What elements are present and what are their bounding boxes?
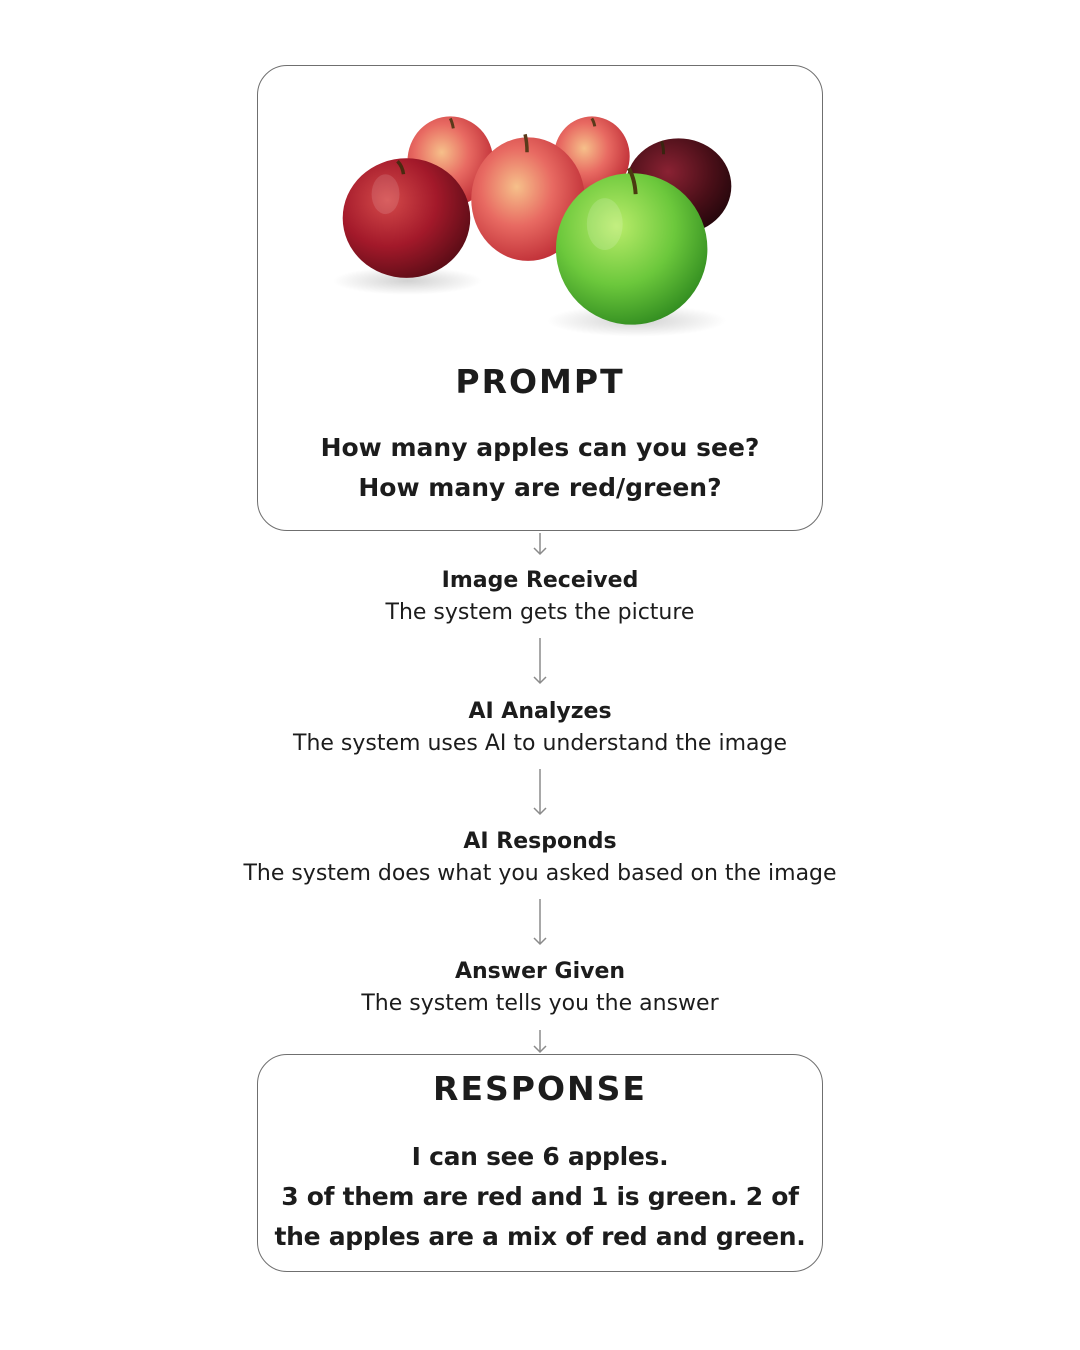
step-ai-analyzes (0, 697, 1080, 761)
response-text (264, 1137, 816, 1257)
response-line: 3 of them are red and 1 is green. 2 of (281, 1182, 799, 1211)
arrow-down-icon (530, 899, 550, 947)
apple-front-red (343, 158, 471, 278)
arrow-down-icon (530, 533, 550, 557)
arrow-down-icon (530, 638, 550, 686)
response-card (257, 1054, 823, 1272)
response-line: the apples are a mix of red and green. (274, 1222, 806, 1251)
prompt-card (257, 65, 823, 531)
step-image-received (0, 566, 1080, 630)
response-line: I can see 6 apples. (411, 1142, 669, 1171)
step-title: AI Responds (463, 829, 617, 854)
prompt-line: How many apples can you see? (320, 433, 760, 462)
step-description: The system gets the picture (385, 600, 695, 625)
apples-image (258, 66, 822, 406)
prompt-title: PROMPT (455, 362, 625, 401)
step-ai-responds (0, 827, 1080, 891)
step-title: Answer Given (454, 959, 626, 984)
step-description: The system tells you the answer (361, 991, 719, 1016)
arrow-down-icon (530, 769, 550, 817)
step-title: Image Received (441, 568, 639, 593)
prompt-text (264, 428, 816, 508)
arrow-down-icon (530, 1030, 550, 1054)
response-title: RESPONSE (433, 1069, 647, 1108)
step-description: The system does what you asked based on the image (243, 861, 837, 886)
step-answer-given (0, 957, 1080, 1021)
prompt-line: How many are red/green? (358, 473, 722, 502)
step-description: The system uses AI to understand the image (293, 731, 787, 756)
step-title: AI Analyzes (468, 699, 612, 724)
